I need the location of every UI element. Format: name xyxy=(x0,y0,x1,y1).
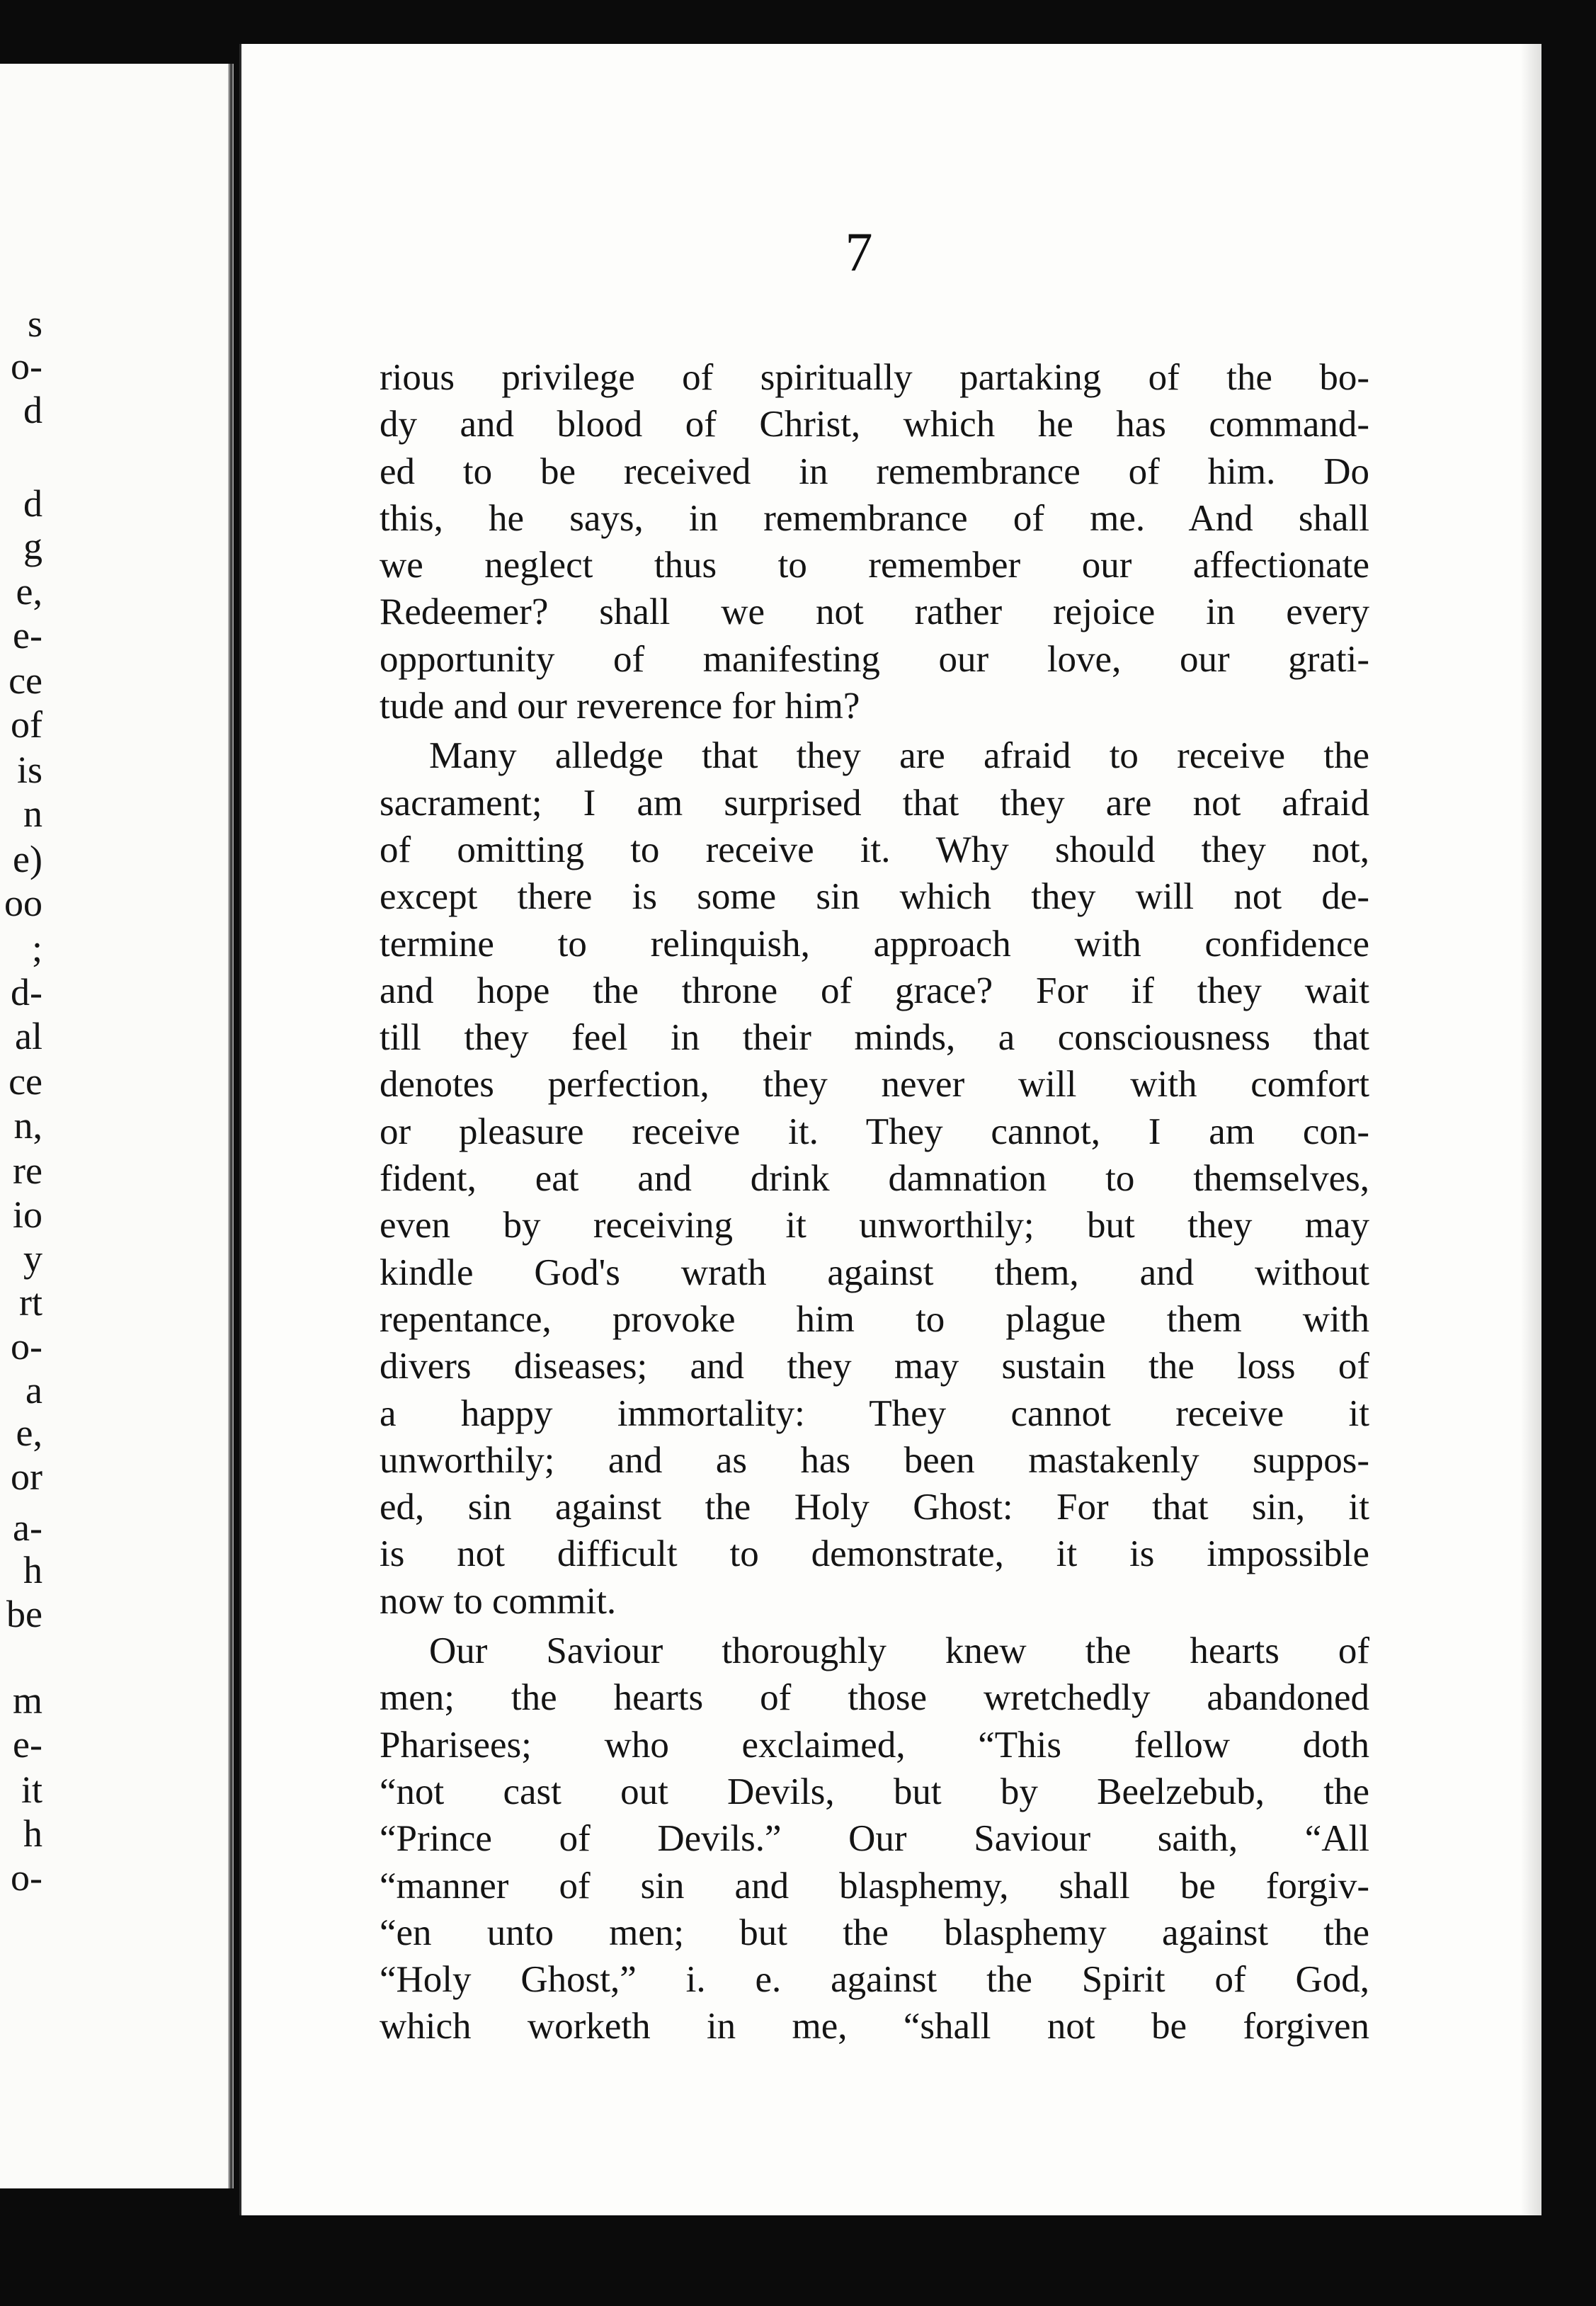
text-line: “not cast out Devils, but by Beelzebub, the xyxy=(380,1771,1369,1812)
line-ending: rt xyxy=(19,1281,42,1324)
text-line: even by receiving it unworthily; but they may xyxy=(380,1205,1369,1246)
line-ending: a xyxy=(25,1369,42,1412)
line-ending: or xyxy=(11,1455,42,1498)
text-line: till they feel in their minds, a consciousness that xyxy=(380,1017,1369,1059)
text-line: sacrament; I am surprised that they are not afraid xyxy=(380,782,1369,824)
line-ending: n xyxy=(23,793,42,835)
text-line: which worketh in me, “shall not be forgiven xyxy=(380,2006,1369,2047)
text-line: “Holy Ghost,” i. e. against the Spirit of God, xyxy=(380,1959,1369,2001)
line-ending: s xyxy=(27,302,42,345)
line-ending: m xyxy=(12,1679,42,1722)
text-line: ed, sin against the Holy Ghost: For that sin, it xyxy=(380,1487,1369,1528)
text-line: “manner of sin and blasphemy, shall be forgiv- xyxy=(380,1865,1369,1907)
line-ending: e, xyxy=(16,1412,42,1454)
paragraph xyxy=(380,354,1369,729)
line-ending: d xyxy=(23,482,42,525)
text-line: now to commit. xyxy=(380,1580,617,1622)
text-line: repentance, provoke him to plague them with xyxy=(380,1298,1369,1340)
line-ending: re xyxy=(13,1149,42,1192)
text-line: kindle God's wrath against them, and without xyxy=(380,1251,1369,1293)
line-ending: a- xyxy=(13,1506,42,1549)
line-ending: is xyxy=(16,749,42,791)
text-line: Pharisees; who exclaimed, “This fellow doth xyxy=(380,1724,1369,1766)
text-line: Our Saviour thoroughly knew the hearts of xyxy=(429,1630,1369,1672)
text-line: Many alledge that they are afraid to receive the xyxy=(429,735,1369,777)
line-ending: h xyxy=(23,1549,42,1591)
text-line: divers diseases; and they may sustain the loss of xyxy=(380,1346,1369,1387)
line-ending: be xyxy=(6,1593,42,1635)
line-ending: ce xyxy=(8,1060,42,1103)
line-ending: oo xyxy=(4,882,42,924)
line-ending: io xyxy=(12,1193,42,1236)
previous-page-line-endings xyxy=(0,64,234,2188)
page-edge-shadow xyxy=(1520,44,1541,2215)
line-ending: g xyxy=(23,525,42,567)
line-ending: e- xyxy=(13,1723,42,1766)
line-ending: d- xyxy=(11,971,42,1013)
text-line: “Prince of Devils.” Our Saviour saith, “All xyxy=(380,1818,1369,1860)
line-ending: e, xyxy=(16,570,42,613)
text-line: we neglect thus to remember our affectionate xyxy=(380,545,1369,586)
line-ending: y xyxy=(23,1237,42,1280)
text-line: except there is some sin which they will not de- xyxy=(380,876,1369,918)
text-line: men; the hearts of those wretchedly abandoned xyxy=(380,1677,1369,1719)
line-ending: o- xyxy=(11,1856,42,1899)
line-ending: d xyxy=(23,389,42,431)
text-line: “en unto men; but the blasphemy against the xyxy=(380,1912,1369,1953)
text-line: denotes perfection, they never will with comfort xyxy=(380,1064,1369,1106)
text-line: a happy immortality: They cannot receive it xyxy=(380,1392,1369,1434)
paragraph xyxy=(380,1628,1369,2050)
text-line: rious privilege of spiritually partaking of the bo- xyxy=(380,357,1369,398)
text-line: unworthily; and as has been mastakenly suppos- xyxy=(380,1439,1369,1481)
text-line: fident, eat and drink damnation to themselves, xyxy=(380,1158,1369,1200)
line-ending: o- xyxy=(11,1325,42,1368)
line-ending: e- xyxy=(13,614,42,657)
text-line: Redeemer? shall we not rather rejoice in every xyxy=(380,591,1369,633)
page xyxy=(239,44,1541,2215)
line-ending: ce xyxy=(8,659,42,702)
line-ending: h xyxy=(23,1812,42,1855)
text-line: this, he says, in remembrance of me. And shall xyxy=(380,497,1369,539)
text-line: opportunity of manifesting our love, our grati- xyxy=(380,638,1369,680)
text-line: ed to be received in remembrance of him. Do xyxy=(380,450,1369,492)
text-line: or pleasure receive it. They cannot, I am con- xyxy=(380,1111,1369,1152)
line-ending: al xyxy=(15,1015,42,1057)
line-ending: o- xyxy=(11,345,42,387)
page-number: 7 xyxy=(845,221,873,283)
line-ending: e) xyxy=(13,838,42,880)
body-text xyxy=(380,354,1369,2050)
text-line: termine to relinquish, approach with confidence xyxy=(380,923,1369,965)
book-gutter xyxy=(228,64,234,2188)
line-ending: it xyxy=(21,1768,42,1811)
previous-page-edge xyxy=(0,64,234,2188)
line-ending: ; xyxy=(31,927,42,970)
text-line: of omitting to receive it. Why should they not, xyxy=(380,829,1369,870)
paragraph xyxy=(380,732,1369,1625)
text-line: and hope the throne of grace? For if they wait xyxy=(380,970,1369,1011)
text-line: is not difficult to demonstrate, it is impossible xyxy=(380,1533,1369,1575)
text-line: dy and blood of Christ, which he has command- xyxy=(380,404,1369,445)
text-line: tude and our reverence for him? xyxy=(380,686,860,727)
line-ending: of xyxy=(11,703,42,746)
line-ending: n, xyxy=(13,1104,42,1147)
